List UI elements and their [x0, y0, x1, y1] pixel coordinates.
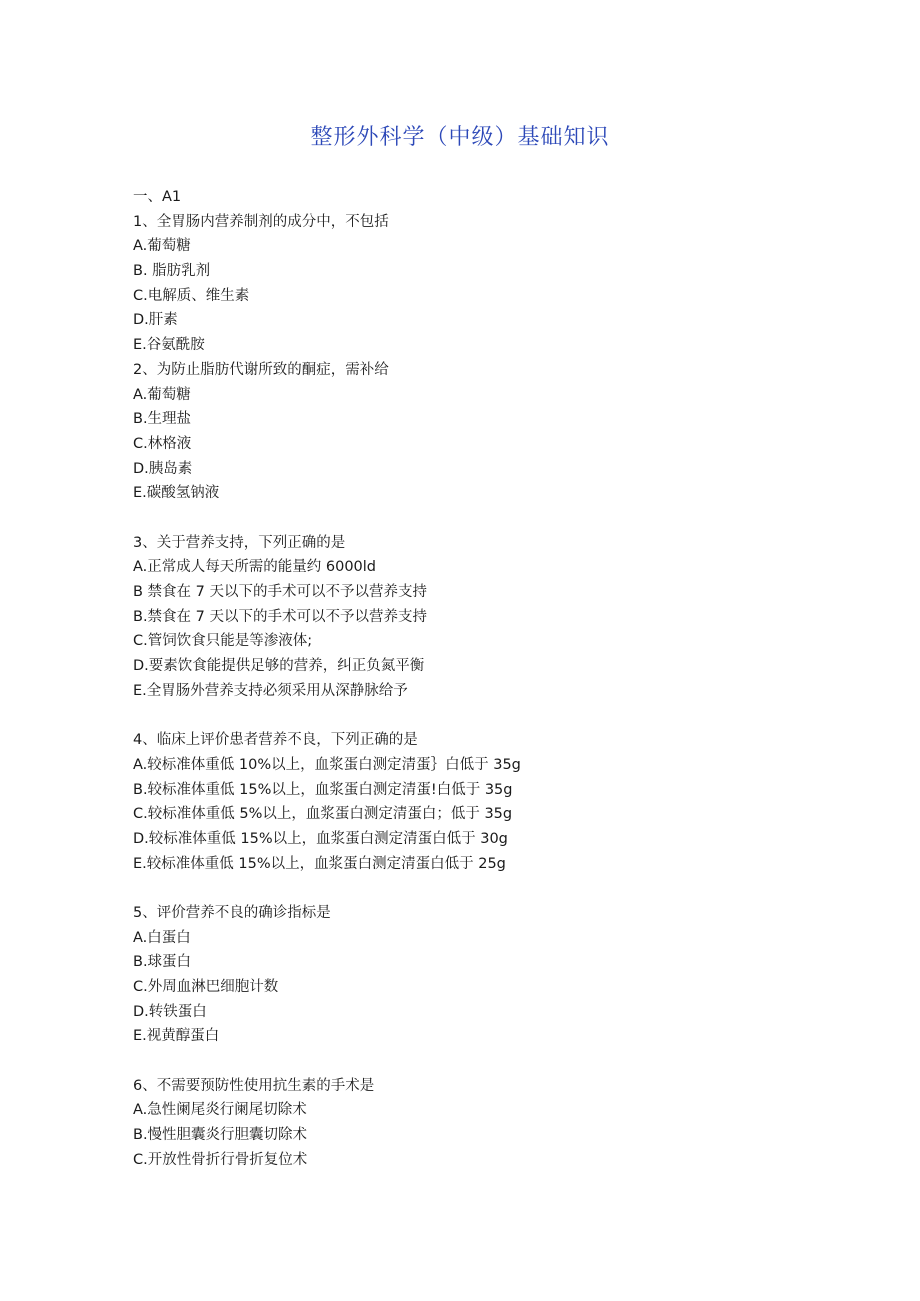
question-stem: 2、为防止脂肪代谢所致的酮症，需补给: [133, 361, 389, 378]
answer-option: A.急性阑尾炎行阑尾切除术: [133, 1102, 307, 1119]
answer-option: B. 脂肪乳剂: [133, 263, 211, 280]
answer-option: B.较标准体重低 15%以上，血浆蛋白测定清蛋!白低于 35g: [133, 781, 513, 798]
answer-option: D.胰岛素: [133, 460, 193, 477]
answer-option: B.禁食在 7 天以下的手术可以不予以营养支持: [133, 608, 427, 625]
question-block: [133, 901, 813, 1049]
spacer: [133, 876, 813, 901]
question-stem: 1、全胃肠内营养制剂的成分中，不包括: [133, 213, 389, 230]
answer-option: D.转铁蛋白: [133, 1003, 207, 1020]
answer-option: B.球蛋白: [133, 954, 192, 971]
question-block: [133, 1074, 813, 1173]
question-block: [133, 728, 813, 876]
answer-option: E.碳酸氢钠液: [133, 485, 220, 502]
answer-option: E.视黄醇蛋白: [133, 1028, 220, 1045]
question-stem: 6、不需要预防性使用抗生素的手术是: [133, 1077, 375, 1094]
question-block: [133, 358, 813, 506]
question-block: [133, 210, 813, 358]
answer-option: C.较标准体重低 5%以上，血浆蛋白测定清蛋白；低于 35g: [133, 806, 513, 823]
answer-option: E.全胃肠外营养支持必须采用从深静脉给予: [133, 682, 408, 699]
spacer: [133, 703, 813, 728]
answer-option: A.葡萄糖: [133, 238, 191, 255]
answer-option: B.慢性胆囊炎行胆囊切除术: [133, 1127, 308, 1144]
document-body: [133, 185, 813, 1173]
question-stem: 3、关于营养支持，下列正确的是: [133, 534, 346, 551]
document-title: 整形外科学（中级）基础知识: [310, 125, 610, 150]
question-stem: 5、评价营养不良的确诊指标是: [133, 904, 331, 921]
spacer: [133, 1049, 813, 1074]
spacer: [133, 506, 813, 531]
answer-option: D.较标准体重低 15%以上，血浆蛋白测定清蛋白低于 30g: [133, 830, 508, 847]
answer-option: C.电解质、维生素: [133, 287, 250, 304]
answer-option: C.林格液: [133, 435, 192, 452]
answer-option: D.肝素: [133, 312, 178, 329]
answer-option: B 禁食在 7 天以下的手术可以不予以营养支持: [133, 584, 427, 600]
answer-option: B.生理盐: [133, 411, 192, 428]
section-heading: 一、A1: [133, 189, 182, 205]
answer-option: A.葡萄糖: [133, 386, 191, 403]
question-block: [133, 531, 813, 704]
answer-option: A.白蛋白: [133, 929, 191, 946]
answer-option: E.较标准体重低 15%以上，血浆蛋白测定清蛋白低于 25g: [133, 855, 506, 872]
answer-option: D.要素饮食能提供足够的营养，纠正负氮平衡: [133, 658, 425, 675]
question-stem: 4、临床上评价患者营养不良，下列正确的是: [133, 732, 418, 749]
answer-option: A.正常成人每天所需的能量约 6000ld: [133, 559, 377, 576]
answer-option: A.较标准体重低 10%以上，血浆蛋白测定清蛋｝白低于 35g: [133, 756, 521, 773]
answer-option: C.开放性骨折行骨折复位术: [133, 1151, 308, 1168]
answer-option: C.管饲饮食只能是等渗液体;: [133, 633, 313, 650]
answer-option: C.外周血淋巴细胞计数: [133, 979, 279, 995]
answer-option: E.谷氨酰胺: [133, 337, 205, 354]
